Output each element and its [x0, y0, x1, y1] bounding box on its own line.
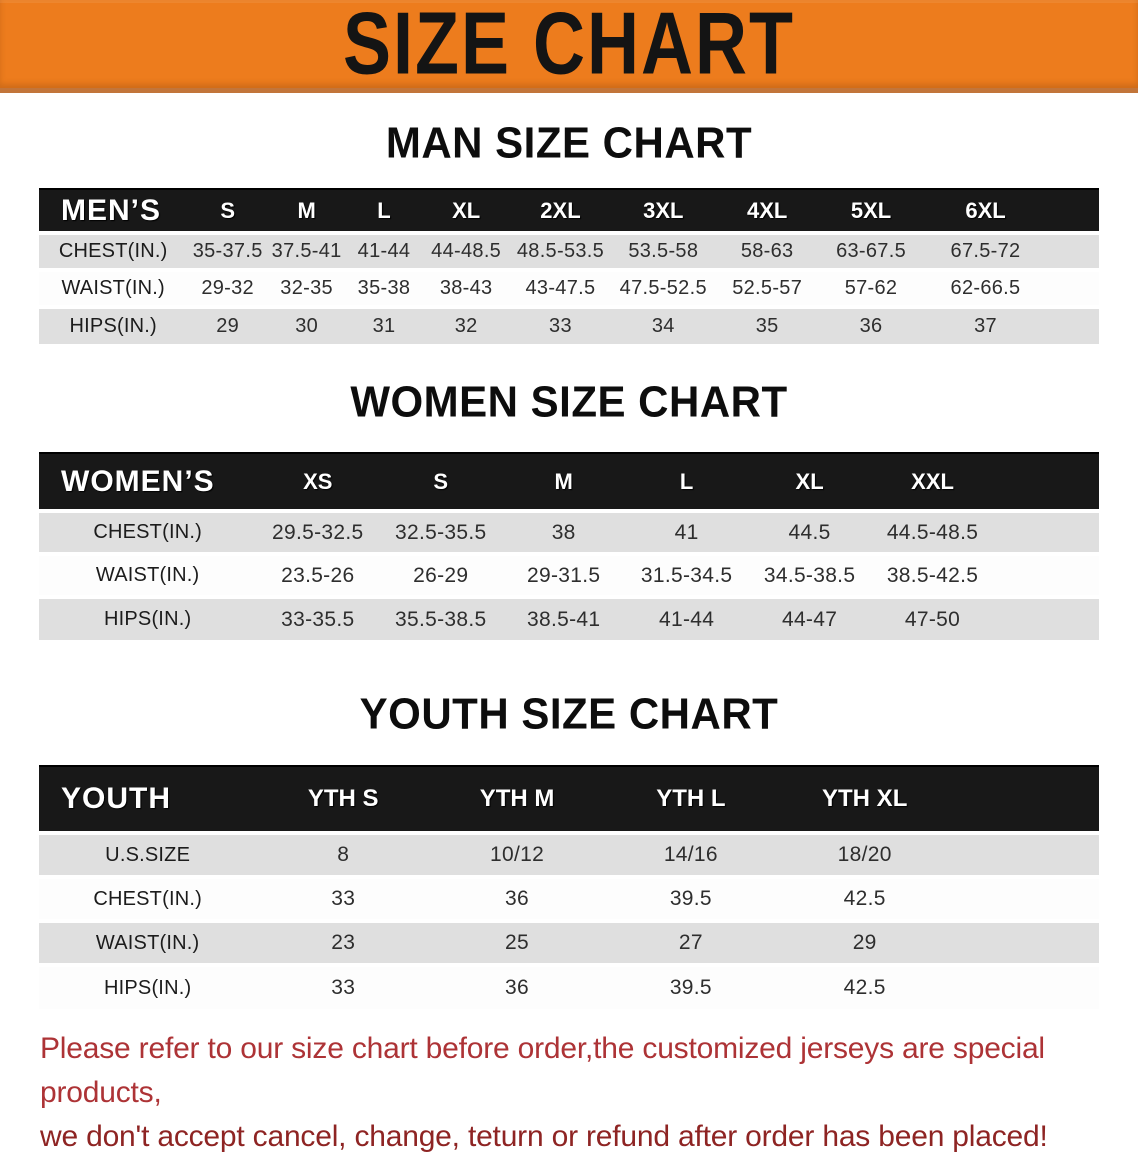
header-spacer-cell — [952, 766, 1099, 833]
row-spacer-cell — [994, 554, 1099, 597]
value-cell: 14/16 — [604, 833, 778, 877]
value-cell: 35 — [715, 307, 819, 344]
size-column-header: YTH S — [256, 766, 430, 833]
measurement-row — [39, 307, 1099, 344]
size-column-header: L — [625, 453, 748, 511]
value-cell: 62-66.5 — [923, 270, 1048, 307]
size-chart-banner — [0, 0, 1138, 93]
value-cell: 47.5-52.5 — [611, 270, 715, 307]
size-column-header: 2XL — [510, 189, 612, 233]
table-group-label: WOMEN’S — [39, 453, 256, 511]
disclaimer-line1: Please refer to our size chart before order,the customized jerseys are special products, — [40, 1032, 1045, 1109]
value-cell: 41-44 — [625, 597, 748, 640]
measurement-row — [39, 233, 1099, 270]
row-label: U.S.SIZE — [39, 833, 256, 877]
value-cell: 36 — [430, 877, 604, 921]
size-table — [39, 765, 1099, 1009]
table-group-label: YOUTH — [39, 766, 256, 833]
value-cell: 38.5-42.5 — [871, 554, 994, 597]
measurement-row — [39, 921, 1099, 965]
value-cell: 31.5-34.5 — [625, 554, 748, 597]
size-column-header: 3XL — [611, 189, 715, 233]
measurement-row — [39, 965, 1099, 1009]
row-spacer-cell — [952, 921, 1099, 965]
value-cell: 27 — [604, 921, 778, 965]
value-cell: 18/20 — [778, 833, 952, 877]
size-column-header: XXL — [871, 453, 994, 511]
row-spacer-cell — [1048, 307, 1099, 344]
men-chart-heading: MAN SIZE CHART — [385, 118, 753, 167]
row-label: CHEST(IN.) — [39, 233, 187, 270]
value-cell: 43-47.5 — [510, 270, 612, 307]
value-cell: 38-43 — [423, 270, 510, 307]
size-header-row — [39, 189, 1099, 233]
value-cell: 42.5 — [778, 965, 952, 1009]
value-cell: 29.5-32.5 — [256, 511, 379, 554]
size-column-header: L — [345, 189, 422, 233]
value-cell: 41 — [625, 511, 748, 554]
row-label: WAIST(IN.) — [39, 554, 256, 597]
value-cell: 29 — [778, 921, 952, 965]
row-spacer-cell — [1048, 233, 1099, 270]
size-column-header: 5XL — [819, 189, 923, 233]
row-spacer-cell — [994, 597, 1099, 640]
measurement-row — [39, 270, 1099, 307]
row-label: HIPS(IN.) — [39, 597, 256, 640]
value-cell: 52.5-57 — [715, 270, 819, 307]
disclaimer-line2: we don't accept cancel, change, teturn or refund after order has been placed! — [40, 1120, 1048, 1153]
size-column-header: M — [268, 189, 345, 233]
size-table — [39, 188, 1099, 344]
value-cell: 47-50 — [871, 597, 994, 640]
value-cell: 41-44 — [345, 233, 422, 270]
value-cell: 44.5-48.5 — [871, 511, 994, 554]
size-header-row — [39, 453, 1099, 511]
youth-size-section — [0, 690, 1138, 1009]
value-cell: 29-32 — [187, 270, 268, 307]
row-label: CHEST(IN.) — [39, 511, 256, 554]
value-cell: 29 — [187, 307, 268, 344]
value-cell: 26-29 — [379, 554, 502, 597]
value-cell: 23 — [256, 921, 430, 965]
value-cell: 44.5 — [748, 511, 871, 554]
value-cell: 37 — [923, 307, 1048, 344]
value-cell: 38.5-41 — [502, 597, 625, 640]
charts-main — [0, 119, 1138, 1009]
size-column-header: S — [379, 453, 502, 511]
value-cell: 35-38 — [345, 270, 422, 307]
value-cell: 33 — [256, 965, 430, 1009]
size-column-header: XL — [423, 189, 510, 233]
value-cell: 29-31.5 — [502, 554, 625, 597]
row-label: CHEST(IN.) — [39, 877, 256, 921]
measurement-row — [39, 554, 1099, 597]
value-cell: 35.5-38.5 — [379, 597, 502, 640]
row-label: WAIST(IN.) — [39, 270, 187, 307]
row-label: WAIST(IN.) — [39, 921, 256, 965]
row-spacer-cell — [952, 833, 1099, 877]
size-header-row — [39, 766, 1099, 833]
size-column-header: YTH M — [430, 766, 604, 833]
value-cell: 33-35.5 — [256, 597, 379, 640]
size-column-header: XS — [256, 453, 379, 511]
value-cell: 10/12 — [430, 833, 604, 877]
value-cell: 33 — [256, 877, 430, 921]
value-cell: 44-48.5 — [423, 233, 510, 270]
value-cell: 36 — [430, 965, 604, 1009]
measurement-row — [39, 597, 1099, 640]
women-chart-heading: WOMEN SIZE CHART — [350, 377, 788, 426]
size-column-header: 4XL — [715, 189, 819, 233]
value-cell: 48.5-53.5 — [510, 233, 612, 270]
value-cell: 31 — [345, 307, 422, 344]
size-table — [39, 452, 1099, 640]
measurement-row — [39, 833, 1099, 877]
row-spacer-cell — [952, 965, 1099, 1009]
value-cell: 36 — [819, 307, 923, 344]
header-spacer-cell — [994, 453, 1099, 511]
value-cell: 39.5 — [604, 965, 778, 1009]
header-spacer-cell — [1048, 189, 1099, 233]
measurement-row — [39, 511, 1099, 554]
value-cell: 32-35 — [268, 270, 345, 307]
banner-title: SIZE CHART — [343, 0, 795, 93]
value-cell: 58-63 — [715, 233, 819, 270]
value-cell: 35-37.5 — [187, 233, 268, 270]
row-spacer-cell — [994, 511, 1099, 554]
value-cell: 44-47 — [748, 597, 871, 640]
size-column-header: YTH L — [604, 766, 778, 833]
row-spacer-cell — [952, 877, 1099, 921]
value-cell: 32.5-35.5 — [379, 511, 502, 554]
women-size-section — [0, 378, 1138, 640]
value-cell: 25 — [430, 921, 604, 965]
value-cell: 42.5 — [778, 877, 952, 921]
value-cell: 53.5-58 — [611, 233, 715, 270]
men-size-section — [0, 119, 1138, 344]
value-cell: 34 — [611, 307, 715, 344]
size-column-header: 6XL — [923, 189, 1048, 233]
value-cell: 23.5-26 — [256, 554, 379, 597]
value-cell: 63-67.5 — [819, 233, 923, 270]
value-cell: 30 — [268, 307, 345, 344]
value-cell: 37.5-41 — [268, 233, 345, 270]
value-cell: 57-62 — [819, 270, 923, 307]
value-cell: 67.5-72 — [923, 233, 1048, 270]
value-cell: 8 — [256, 833, 430, 877]
row-label: HIPS(IN.) — [39, 965, 256, 1009]
disclaimer — [40, 1027, 1138, 1159]
row-label: HIPS(IN.) — [39, 307, 187, 344]
size-column-header: M — [502, 453, 625, 511]
value-cell: 38 — [502, 511, 625, 554]
table-group-label: MEN’S — [39, 189, 187, 233]
value-cell: 32 — [423, 307, 510, 344]
youth-chart-heading: YOUTH SIZE CHART — [359, 689, 779, 738]
value-cell: 39.5 — [604, 877, 778, 921]
value-cell: 34.5-38.5 — [748, 554, 871, 597]
row-spacer-cell — [1048, 270, 1099, 307]
size-column-header: S — [187, 189, 268, 233]
size-column-header: YTH XL — [778, 766, 952, 833]
size-column-header: XL — [748, 453, 871, 511]
measurement-row — [39, 877, 1099, 921]
value-cell: 33 — [510, 307, 612, 344]
